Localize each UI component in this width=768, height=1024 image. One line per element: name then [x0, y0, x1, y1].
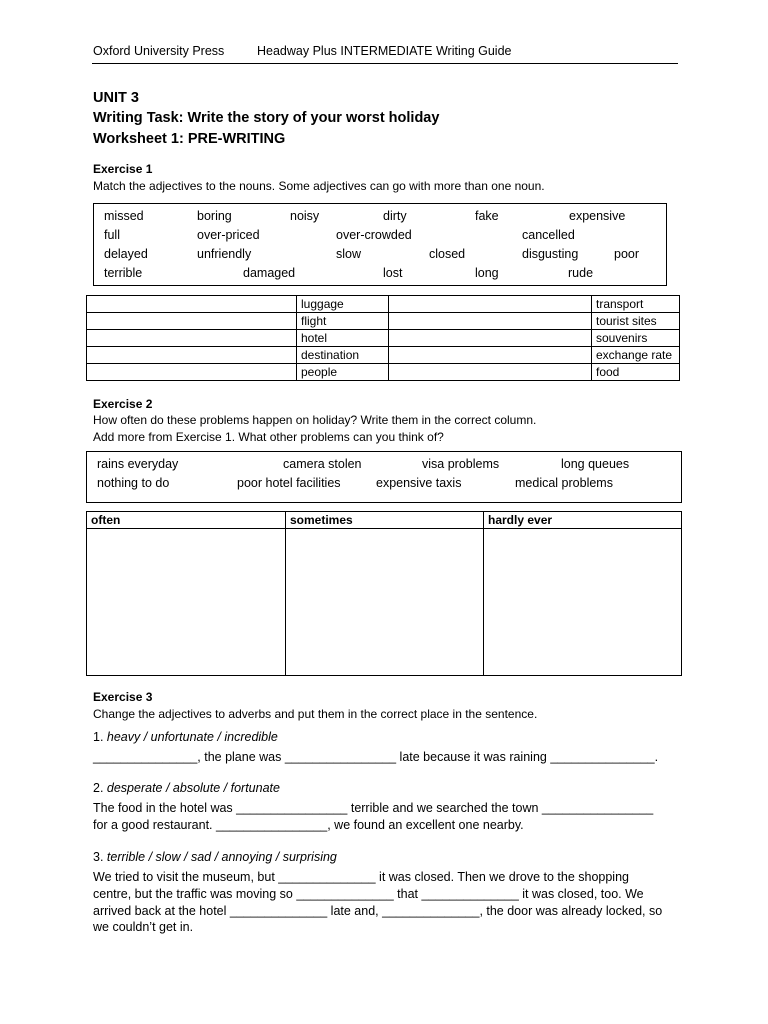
exercise-2-heading: Exercise 2 — [93, 397, 153, 411]
worksheet-title: Worksheet 1: PRE-WRITING — [93, 131, 286, 147]
column-header-often: often — [87, 512, 286, 529]
noun-cell: hotel — [297, 330, 389, 347]
word-item: over-crowded — [336, 228, 412, 242]
exercise-3-heading: Exercise 3 — [93, 690, 153, 704]
word-item: expensive — [569, 209, 626, 223]
noun-cell: destination — [297, 347, 389, 364]
adjective-list: heavy / unfortunate / incredible — [106, 730, 278, 744]
sentence-line: arrived back at the hotel ______________ late and, ______________, the door was already locked, so — [93, 904, 663, 918]
item-3-words — [93, 850, 337, 864]
word-item: long — [475, 266, 499, 280]
item-number: 1. — [93, 730, 107, 744]
item-number: 2. — [93, 781, 107, 795]
problem-item: rains everyday — [97, 457, 179, 471]
exercise-1-instruction: Match the adjectives to the nouns. Some adjectives can go with more than one noun. — [93, 179, 545, 193]
item-number: 3. — [93, 850, 107, 864]
problem-item: medical problems — [515, 476, 613, 490]
writing-task-title: Writing Task: Write the story of your worst holiday — [93, 110, 440, 126]
table-cell — [87, 364, 297, 381]
noun-cell: transport — [592, 296, 680, 313]
exercise-2-instruction: How often do these problems happen on holiday? Write them in the correct column. — [93, 413, 537, 427]
noun-cell: exchange rate — [592, 347, 680, 364]
sentence-line: _______________, the plane was ________________ late because it was raining _______________. — [93, 750, 659, 764]
table-cell — [389, 347, 592, 364]
word-item: fake — [475, 209, 499, 223]
adjective-list: terrible / slow / sad / annoying / surprising — [106, 850, 337, 864]
column-header-sometimes: sometimes — [286, 512, 484, 529]
noun-cell: luggage — [297, 296, 389, 313]
word-item: slow — [336, 247, 362, 261]
sentence-line: We tried to visit the museum, but ______________ it was closed. Then we drove to the shopping — [93, 870, 629, 884]
table-cell — [389, 364, 592, 381]
answer-cell-hardly-ever[interactable] — [484, 529, 682, 676]
adjective-list: desperate / absolute / fortunate — [106, 781, 280, 795]
column-header-hardly-ever: hardly ever — [484, 512, 682, 529]
problem-item: nothing to do — [97, 476, 170, 490]
noun-cell: tourist sites — [592, 313, 680, 330]
word-item: noisy — [290, 209, 320, 223]
table-cell — [389, 296, 592, 313]
table-cell — [87, 330, 297, 347]
word-item: closed — [429, 247, 466, 261]
noun-cell: souvenirs — [592, 330, 680, 347]
item-2-words — [93, 781, 280, 795]
exercise-2-instruction-2: Add more from Exercise 1. What other problems can you think of? — [93, 430, 444, 444]
table-cell — [389, 330, 592, 347]
table-header-row — [87, 512, 682, 529]
frequency-table — [86, 511, 682, 676]
table-row — [87, 330, 680, 347]
problem-item: expensive taxis — [376, 476, 462, 490]
word-item: missed — [104, 209, 144, 223]
problem-item: poor hotel facilities — [237, 476, 341, 490]
word-item: rude — [568, 266, 594, 280]
word-item: damaged — [243, 266, 296, 280]
problem-item: camera stolen — [283, 457, 362, 471]
publisher-name: Oxford University Press — [93, 44, 225, 58]
sentence-line: we couldn’t get in. — [93, 920, 194, 934]
word-item: disgusting — [522, 247, 579, 261]
noun-cell: food — [592, 364, 680, 381]
table-cell — [87, 313, 297, 330]
problem-item: long queues — [561, 457, 630, 471]
table-row — [87, 347, 680, 364]
table-row — [87, 364, 680, 381]
word-item: full — [104, 228, 120, 242]
noun-cell: flight — [297, 313, 389, 330]
guide-title: Headway Plus INTERMEDIATE Writing Guide — [257, 44, 512, 58]
table-row — [87, 313, 680, 330]
word-item: delayed — [104, 247, 148, 261]
item-1-words — [93, 730, 278, 744]
header-divider — [92, 63, 678, 64]
word-item: boring — [197, 209, 232, 223]
exercise-3-instruction: Change the adjectives to adverbs and put them in the correct place in the sentence. — [93, 707, 538, 721]
table-cell — [389, 313, 592, 330]
table-row — [87, 529, 682, 676]
sentence-line: centre, but the traffic was moving so ______________ that ______________ it was closed, too. We — [93, 887, 644, 901]
word-item: over-priced — [197, 228, 260, 242]
word-item: lost — [383, 266, 403, 280]
word-item: dirty — [383, 209, 407, 223]
sentence-line: for a good restaurant. ________________, we found an excellent one nearby. — [93, 818, 524, 832]
answer-cell-sometimes[interactable] — [286, 529, 484, 676]
word-item: poor — [614, 247, 640, 261]
table-cell — [87, 347, 297, 364]
exercise-1-heading: Exercise 1 — [93, 162, 153, 176]
table-row — [87, 296, 680, 313]
table-cell — [87, 296, 297, 313]
noun-cell: people — [297, 364, 389, 381]
word-item: terrible — [104, 266, 143, 280]
matching-table — [86, 295, 680, 381]
answer-cell-often[interactable] — [87, 529, 286, 676]
word-item: unfriendly — [197, 247, 252, 261]
unit-title: UNIT 3 — [93, 90, 139, 106]
word-item: cancelled — [522, 228, 575, 242]
sentence-line: The food in the hotel was ________________ terrible and we searched the town ________________ — [93, 801, 654, 815]
problem-item: visa problems — [422, 457, 500, 471]
